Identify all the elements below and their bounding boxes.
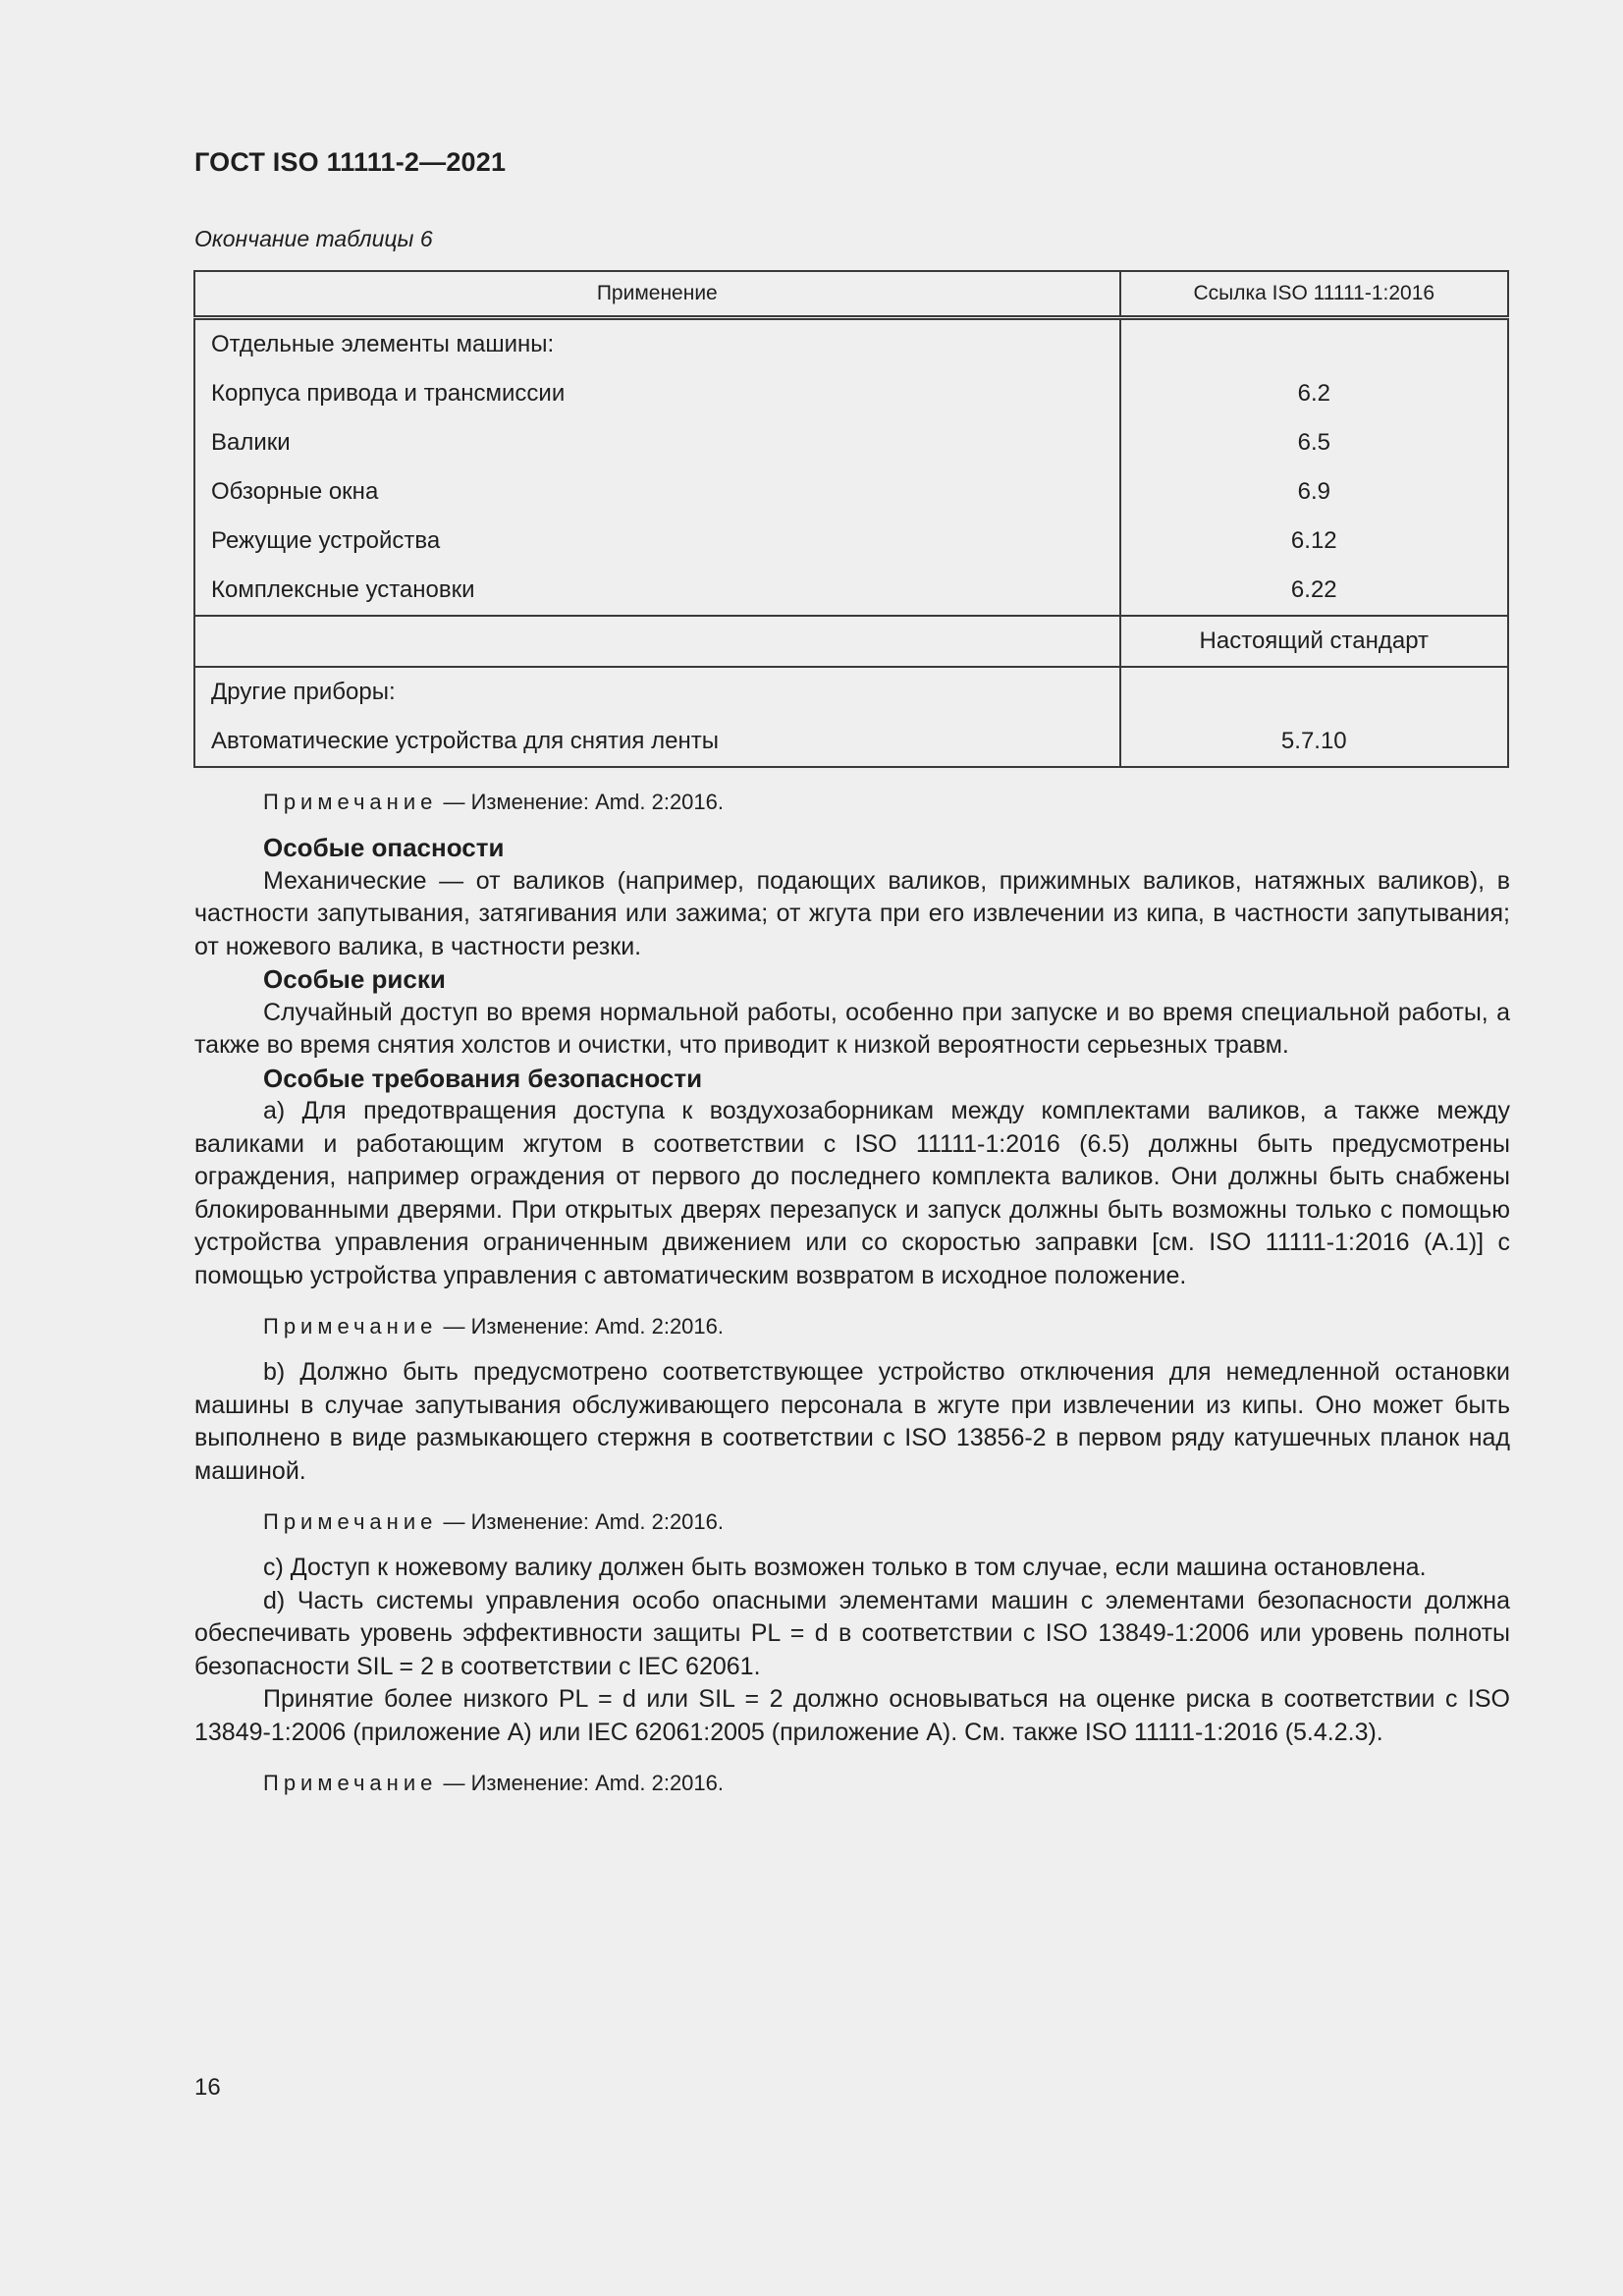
table-cell-application: Обзорные окна (211, 478, 379, 505)
paragraph-special-hazards: Механические — от валиков (например, подающих валиков, прижимных валиков, натяжных валиков), в частности запутывания, затягивания или зажима; от жгута при его извлечении из кипа, в частности запутывания; от ножевого валика, в частности резки. (194, 866, 1510, 960)
document-body (194, 786, 1510, 1799)
table-cell-application: Режущие устройства (211, 527, 441, 554)
table-row (194, 566, 1508, 616)
table-cell-application: Отдельные элементы машины: (211, 331, 555, 357)
table-cell-reference (1120, 318, 1508, 370)
note-label: Примечание (263, 1314, 438, 1339)
note-dash: — (443, 1314, 465, 1339)
note-dash: — (443, 790, 465, 814)
paragraph-special-risks: Случайный доступ во время нормальной работы, особенно при запуске и во время специальной работы, а также во время снятия холстов и очистки, что приводит к низкой вероятности серьезных травм. (194, 998, 1510, 1059)
table-cell-reference: 5.7.10 (1120, 717, 1508, 767)
reference-table (193, 270, 1509, 768)
note-label: Примечание (263, 790, 438, 814)
paragraph-item-b: b) Должно быть предусмотрено соответствующее устройство отключения для немедленной остановки машины в случае запутывания обслуживающего персонала в жгуте при извлечении из кипы. Оно может быть выполнено в виде размыкающего стержня в соответствии с ISO 13856-2 в первом ряду катушечных планок над машиной. (194, 1358, 1510, 1485)
table-cell-reference (1120, 667, 1508, 717)
table-cell-application: Комплексные установки (194, 566, 1120, 616)
section-heading-special-hazards: Особые опасности (263, 833, 505, 862)
table-cell-reference: 6.22 (1120, 566, 1508, 616)
paragraph-item-a: a) Для предотвращения доступа к воздухозаборникам между комплектами валиков, а также между валиками и работающим жгутом в соответствии с ISO 11111-1:2016 (6.5) должны быть предусмотрены ограждения, например ограждения от первого до последнего комплекта валиков. Они должны быть снабжены блокированными дверями. При открытых дверях перезапуск и запуск должны быть возможны только с помощью устройства управления ограниченным движением или со скоростью заправки [см. ISO 11111-1:2016 (A.1)] с помощью устройства управления с автоматическим возвратом в исходное положение. (194, 1097, 1510, 1289)
table-header-row (194, 271, 1508, 318)
note (194, 1310, 1510, 1342)
section-heading-safety-requirements: Особые требования безопасности (263, 1063, 703, 1093)
note-dash: — (443, 1509, 465, 1534)
table-cell-reference: 6.2 (1120, 369, 1508, 418)
table-cell-reference: 6.5 (1120, 418, 1508, 467)
table-cell-application (194, 616, 1120, 667)
note-text: Изменение: Amd. 2:2016. (470, 1314, 724, 1339)
table-row (194, 318, 1508, 370)
table-cell-reference: Настоящий стандарт (1120, 616, 1508, 667)
table-row (194, 467, 1508, 517)
table-row (194, 418, 1508, 467)
note-text: Изменение: Amd. 2:2016. (470, 790, 724, 814)
paragraph-item-c: c) Доступ к ножевому валику должен быть возможен только в том случае, если машина остановлена. (263, 1554, 1427, 1581)
table-cell-application: Валики (211, 429, 291, 456)
note-text: Изменение: Amd. 2:2016. (470, 1509, 724, 1534)
paragraph-item-d-continued: Принятие более низкого PL = d или SIL = 2 должно основываться на оценке риска в соответствии с ISO 13849-1:2006 (приложение A) или IEC 62061:2005 (приложение A). См. также ISO 11111-1:2016 (5.4.2.3). (194, 1685, 1510, 1746)
table-cell-reference: 6.9 (1120, 467, 1508, 517)
table-cell-application: Корпуса привода и трансмиссии (211, 380, 566, 407)
table-row (194, 667, 1508, 717)
section-heading-special-risks: Особые риски (263, 964, 446, 994)
page-number: 16 (194, 2074, 221, 2101)
table-row (194, 717, 1508, 767)
column-header-application: Применение (194, 271, 1120, 318)
paragraph-item-d: d) Часть системы управления особо опасными элементами машин с элементами безопасности должна обеспечивать уровень эффективности защиты PL = d в соответствии с ISO 13849-1:2006 или уровень полноты безопасности SIL = 2 в соответствии с IEC 62061. (194, 1586, 1510, 1680)
table-row (194, 517, 1508, 566)
note-label: Примечание (263, 1509, 438, 1534)
note-text: Изменение: Amd. 2:2016. (470, 1771, 724, 1795)
note (194, 786, 1510, 818)
note-label: Примечание (263, 1771, 438, 1795)
table-caption: Окончание таблицы 6 (194, 226, 433, 251)
table-row (194, 369, 1508, 418)
note (194, 1505, 1510, 1538)
document-header: ГОСТ ISO 11111-2—2021 (194, 147, 507, 177)
note-dash: — (443, 1771, 465, 1795)
column-header-reference: Ссылка ISO 11111-1:2016 (1120, 271, 1508, 318)
table-cell-reference: 6.12 (1120, 517, 1508, 566)
table-cell-application: Автоматические устройства для снятия ленты (211, 728, 719, 754)
note (194, 1767, 1510, 1799)
table-cell-application: Другие приборы: (211, 679, 396, 705)
table-row (194, 616, 1508, 667)
